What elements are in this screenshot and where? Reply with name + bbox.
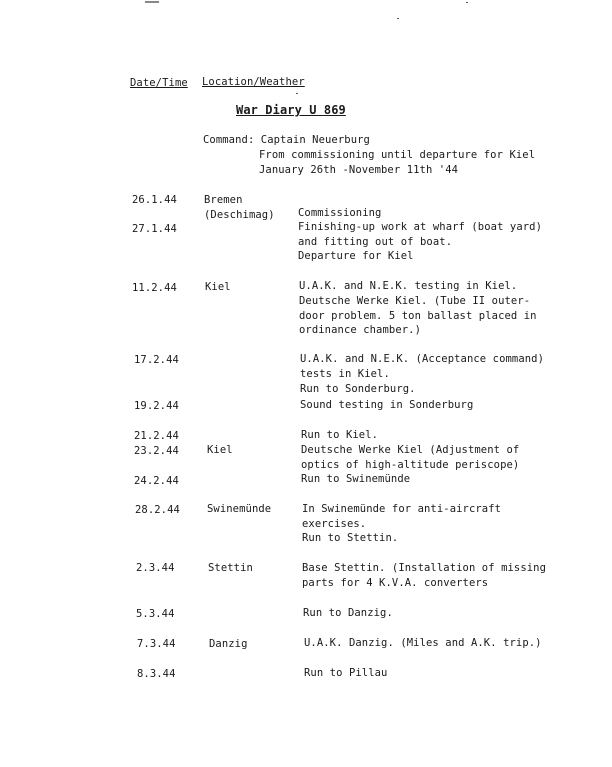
entry-date: 8.3.44 [137,668,176,680]
entry-date: 26.1.44 [132,194,177,206]
entry-location: Danzig [209,638,248,650]
entry-text: Run to Kiel. [301,429,379,441]
entry-location: Stettin [208,562,253,574]
entry-text: Run to Swinemünde [301,473,411,485]
scan-artifact [466,2,468,3]
entry-location: Kiel [207,444,233,456]
entry-location: Swinemünde [207,503,272,515]
entry-date: 23.2.44 [134,445,179,457]
entry-text: Run to Stettin. [302,532,399,544]
command-period-line: From commissioning until departure for Kiel [259,149,536,161]
entry-text: door problem. 5 ton ballast placed in [299,310,537,322]
entry-date: 27.1.44 [132,223,177,235]
entry-text: U.A.K. and N.E.K. (Acceptance command) [300,353,545,365]
entry-text: Departure for Kiel [298,250,414,262]
entry-date: 2.3.44 [136,562,175,574]
scan-artifact [145,1,159,3]
entry-date: 28.2.44 [135,504,180,516]
entry-text: optics of high-altitude periscope) [301,459,520,471]
entry-text: Run to Sonderburg. [300,383,416,395]
entry-text: tests in Kiel. [300,368,390,380]
entry-date: 5.3.44 [136,608,175,620]
entry-text: U.A.K. Danzig. (Miles and A.K. trip.) [304,637,542,649]
entry-text: parts for 4 K.V.A. converters [302,577,489,589]
entry-text: ordinance chamber.) [299,324,422,336]
entry-date: 21.2.44 [134,430,179,442]
entry-text: Commissioning [298,207,382,219]
entry-date: 11.2.44 [132,282,177,294]
command-dates-line: January 26th -November 11th '44 [259,164,459,176]
entry-text: exercises. [302,518,367,530]
entry-date: 19.2.44 [134,400,179,412]
entry-text: Base Stettin. (Installation of missing [302,562,547,574]
entry-text: Sound testing in Sonderburg [300,399,474,411]
entry-location-detail: (Deschimag) [204,209,275,221]
entry-date: 7.3.44 [137,638,176,650]
document-title: War Diary U 869 [236,103,346,117]
entry-date: 17.2.44 [134,354,179,366]
entry-text: U.A.K. and N.E.K. testing in Kiel. [299,280,518,292]
entry-text: Finishing-up work at wharf (boat yard) [298,221,543,233]
entry-date: 24.2.44 [134,475,179,487]
entry-text: In Swinemünde for anti-aircraft [302,503,502,515]
scan-artifact [296,93,298,94]
column-header-location: Location/Weather [202,76,305,88]
entry-location: Bremen [204,194,243,206]
scan-artifact [397,18,399,19]
entry-text: and fitting out of boat. [298,236,453,248]
entry-text: Run to Pillau [304,667,388,679]
column-header-date: Date/Time [130,77,188,89]
command-line: Command: Captain Neuerburg [203,134,370,146]
entry-location: Kiel [205,281,231,293]
entry-text: Deutsche Werke Kiel (Adjustment of [301,444,520,456]
entry-text: Run to Danzig. [303,607,393,619]
entry-text: Deutsche Werke Kiel. (Tube II outer- [299,295,531,307]
